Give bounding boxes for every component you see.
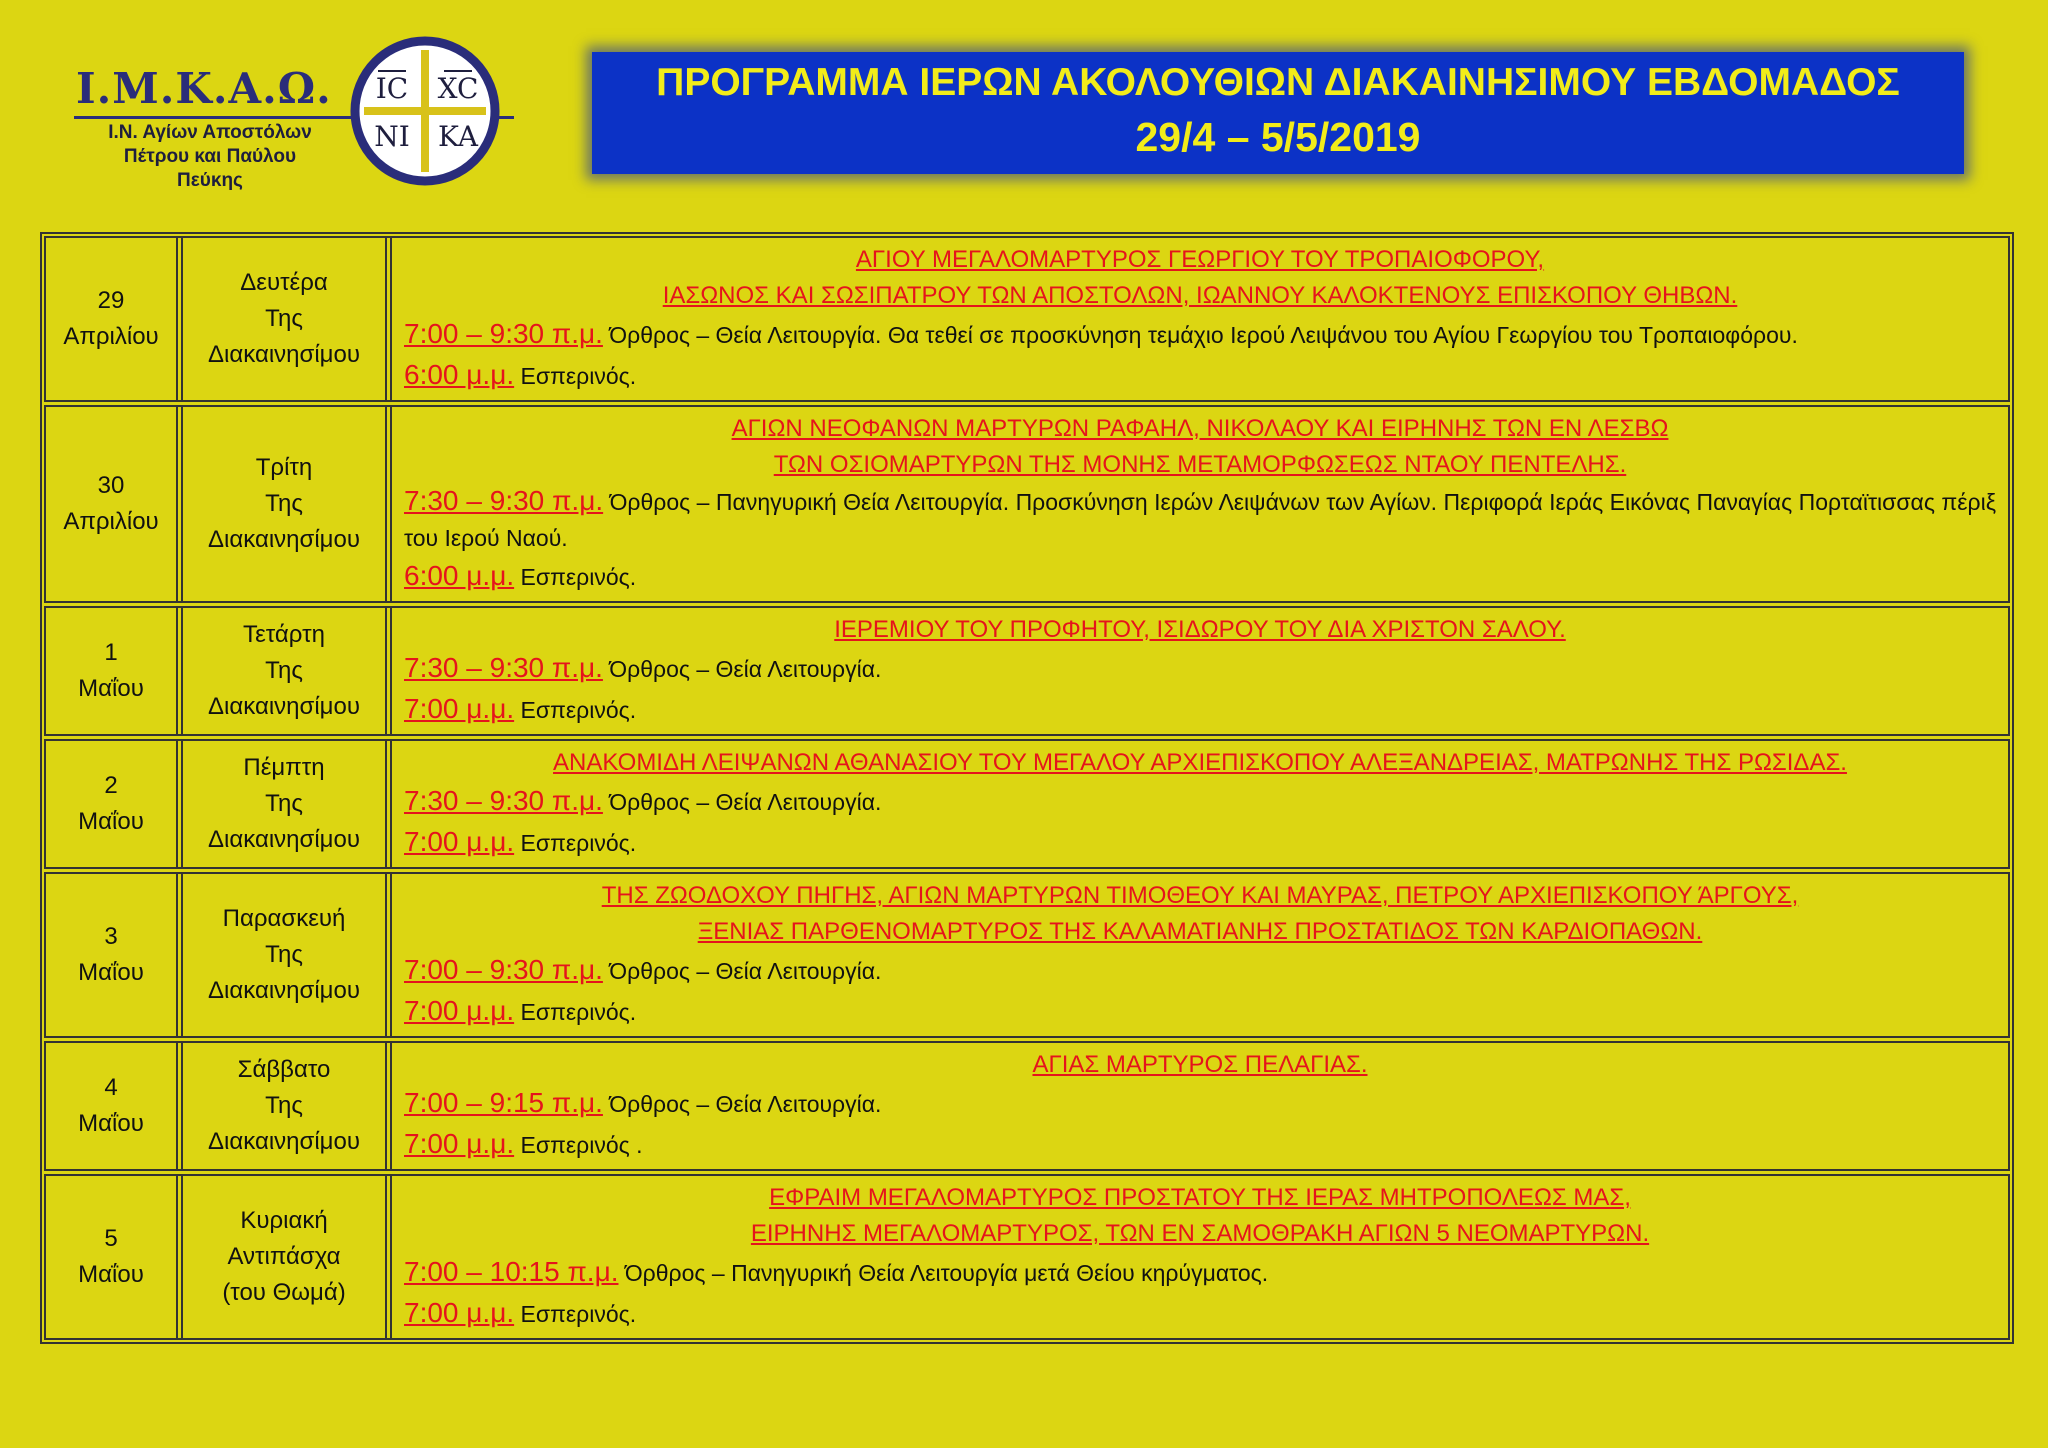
weekday-line: Της — [265, 305, 303, 332]
service-time: 7:00 μ.μ. — [404, 826, 515, 857]
schedule-row — [44, 606, 2010, 736]
date-cell — [46, 874, 178, 1036]
month-name: Μαΐου — [78, 959, 144, 986]
service-line — [404, 822, 1996, 863]
saints-commemoration: ΑΓΙΑΣ ΜΑΡΤΥΡΟΣ ΠΕΛΑΓΙΑΣ. — [1032, 1051, 1368, 1078]
service-line — [404, 483, 1996, 556]
saints-commemoration: ΙΑΣΩΝΟΣ ΚΑΙ ΣΩΣΙΠΑΤΡΟΥ ΤΩΝ ΑΠΟΣΤΟΛΩΝ, ΙΩΑΝΝΟΥ ΚΑΛΟΚΤΕΝΟΥΣ ΕΠΙΣΚΟΠΟΥ ΘΗΒΩΝ. — [662, 282, 1738, 309]
service-time: 7:30 – 9:30 π.μ. — [404, 785, 603, 816]
service-time: 7:00 μ.μ. — [404, 1128, 515, 1159]
services-cell — [390, 1043, 2008, 1169]
month-name: Μαΐου — [78, 1110, 144, 1137]
service-description: Όρθρος – Θεία Λειτουργία. — [602, 958, 882, 984]
service-description: Όρθρος – Θεία Λειτουργία. — [602, 789, 882, 815]
service-description: Όρθρος – Θεία Λειτουργία. — [602, 656, 882, 682]
saints-commemoration: ΑΓΙΩΝ ΝΕΟΦΑΝΩΝ ΜΑΡΤΥΡΩΝ ΡΑΦΑΗΛ, ΝΙΚΟΛΑΟΥ ΚΑΙ ΕΙΡΗΝΗΣ ΤΩΝ ΕΝ ΛΕΣΒΩ — [731, 415, 1669, 442]
weekday-line: Τρίτη — [255, 454, 313, 481]
service-time: 7:30 – 9:30 π.μ. — [404, 652, 603, 683]
date-cell — [46, 407, 178, 601]
service-description: Εσπερινός. — [514, 999, 637, 1025]
weekday-line: Της — [265, 1092, 303, 1119]
service-line — [404, 1252, 1996, 1293]
weekday-line: Της — [265, 657, 303, 684]
month-name: Απριλίου — [63, 508, 159, 535]
weekday-cell — [181, 407, 387, 601]
weekday-cell — [181, 741, 387, 867]
service-line — [404, 556, 1996, 597]
month-name: Μαΐου — [78, 808, 144, 835]
services-cell — [390, 238, 2008, 400]
parish-logo — [70, 36, 530, 196]
saints-commemoration: ΑΝΑΚΟΜΙΔΗ ΛΕΙΨΑΝΩΝ ΑΘΑΝΑΣΙΟΥ ΤΟΥ ΜΕΓΑΛΟΥ ΑΡΧΙΕΠΙΣΚΟΠΟΥ ΑΛΕΞΑΝΔΡΕΙΑΣ, ΜΑΤΡΩΝΗΣ ΤΗΣ ΡΩΣΙΔΑΣ. — [553, 749, 1847, 776]
service-line — [404, 355, 1996, 396]
service-line — [404, 950, 1996, 991]
weekday-line: Πέμπτη — [243, 754, 325, 781]
service-description: Εσπερινός . — [514, 1132, 643, 1158]
saints-commemoration: ΙΕΡΕΜΙΟΥ ΤΟΥ ΠΡΟΦΗΤΟΥ, ΙΣΙΔΩΡΟΥ ΤΟΥ ΔΙΑ ΧΡΙΣΤΟΝ ΣΑΛΟΥ. — [834, 616, 1566, 643]
month-name: Μαΐου — [78, 1261, 144, 1288]
schedule-row — [44, 739, 2010, 869]
service-description: Όρθρος – Πανηγυρική Θεία Λειτουργία μετά Θείου κηρύγματος. — [618, 1260, 1269, 1286]
saints-commemoration: ΕΦΡΑΙΜ ΜΕΓΑΛΟΜΑΡΤΥΡΟΣ ΠΡΟΣΤΑΤΟΥ ΤΗΣ ΙΕΡΑΣ ΜΗΤΡΟΠΟΛΕΩΣ ΜΑΣ, — [769, 1184, 1631, 1211]
services-cell — [390, 741, 2008, 867]
service-line — [404, 781, 1996, 822]
weekday-line: Σάββατο — [237, 1056, 331, 1083]
service-description: Εσπερινός. — [514, 1301, 637, 1327]
schedule-row — [44, 236, 2010, 402]
saints-commemoration: ΕΙΡΗΝΗΣ ΜΕΓΑΛΟΜΑΡΤΥΡΟΣ, ΤΩΝ ΕΝ ΣΑΜΟΘΡΑΚΗ ΑΓΙΩΝ 5 ΝΕΟΜΑΡΤΥΡΩΝ. — [750, 1220, 1650, 1247]
saints-commemoration: ΤΩΝ ΟΣΙΟΜΑΡΤΥΡΩΝ ΤΗΣ ΜΟΝΗΣ ΜΕΤΑΜΟΡΦΩΣΕΩΣ ΝΤΑΟΥ ΠΕΝΤΕΛΗΣ. — [773, 451, 1627, 478]
saints-commemoration: ΤΗΣ ΖΩΟΔΟΧΟΥ ΠΗΓΗΣ, ΑΓΙΩΝ ΜΑΡΤΥΡΩΝ ΤΙΜΟΘΕΟΥ ΚΑΙ ΜΑΥΡΑΣ, ΠΕΤΡΟΥ ΑΡΧΙΕΠΙΣΚΟΠΟΥ ΆΡΓΟΥΣ, — [601, 882, 1799, 909]
service-time: 7:00 – 9:30 π.μ. — [404, 318, 603, 349]
service-time: 7:00 μ.μ. — [404, 693, 515, 724]
date-cell — [46, 608, 178, 734]
services-cell — [390, 608, 2008, 734]
date-cell — [46, 1176, 178, 1338]
service-description: Εσπερινός. — [514, 564, 637, 590]
weekday-cell — [181, 1043, 387, 1169]
services-cell — [390, 407, 2008, 601]
schedule-row — [44, 405, 2010, 603]
day-number: 1 — [104, 639, 118, 666]
title-banner — [592, 52, 1964, 174]
logo-subtitle-line-3: Πεύκης — [177, 170, 243, 191]
day-number: 29 — [97, 287, 125, 314]
seal-ni: NI — [374, 120, 410, 153]
schedule-row — [44, 1041, 2010, 1171]
logo-title: Ι.Μ.Κ.Α.Ω. — [76, 64, 332, 113]
service-line — [404, 1083, 1996, 1124]
weekday-line: (του Θωμά) — [222, 1279, 346, 1306]
banner-title: ΠΡΟΓΡΑΜΜΑ ΙΕΡΩΝ ΑΚΟΛΟΥΘΙΩΝ ΔΙΑΚΑΙΝΗΣΙΜΟΥ ΕΒΔΟΜΑΔΟΣ — [656, 61, 1900, 104]
service-time: 6:00 μ.μ. — [404, 560, 515, 591]
date-cell — [46, 238, 178, 400]
weekday-line: Τετάρτη — [243, 621, 325, 648]
service-line — [404, 648, 1996, 689]
ic-xc-nika-seal-icon — [350, 36, 500, 186]
logo-subtitle-line-2: Πέτρου και Παύλου — [123, 146, 297, 167]
weekday-line: Της — [265, 790, 303, 817]
weekday-cell — [181, 238, 387, 400]
saints-commemoration: ΑΓΙΟΥ ΜΕΓΑΛΟΜΑΡΤΥΡΟΣ ΓΕΩΡΓΙΟΥ ΤΟΥ ΤΡΟΠΑΙΟΦΟΡΟΥ, — [855, 246, 1545, 273]
service-line — [404, 991, 1996, 1032]
weekday-line: Διακαινησίμου — [208, 826, 360, 853]
seal-xc: XC — [437, 72, 479, 105]
weekday-line: Παρασκευή — [222, 905, 346, 932]
schedule-row — [44, 1174, 2010, 1340]
weekday-line: Διακαινησίμου — [208, 341, 360, 368]
seal-ic: IC — [375, 72, 409, 105]
service-line — [404, 1124, 1996, 1165]
banner-dates: 29/4 – 5/5/2019 — [1135, 114, 1421, 160]
month-name: Απριλίου — [63, 323, 159, 350]
day-number: 30 — [97, 472, 125, 499]
service-time: 6:00 μ.μ. — [404, 359, 515, 390]
weekday-line: Διακαινησίμου — [208, 693, 360, 720]
service-time: 7:00 μ.μ. — [404, 1297, 515, 1328]
weekday-cell — [181, 608, 387, 734]
logo-subtitle-line-1: Ι.Ν. Αγίων Αποστόλων — [108, 122, 312, 143]
schedule-table — [40, 232, 2014, 1344]
weekday-line: Διακαινησίμου — [208, 1128, 360, 1155]
service-description: Εσπερινός. — [514, 697, 637, 723]
schedule-row — [44, 872, 2010, 1038]
weekday-line: Της — [265, 490, 303, 517]
services-cell — [390, 874, 2008, 1036]
service-time: 7:00 – 10:15 π.μ. — [404, 1256, 619, 1287]
service-line — [404, 1293, 1996, 1334]
day-number: 3 — [104, 923, 118, 950]
service-time: 7:00 – 9:15 π.μ. — [404, 1087, 603, 1118]
month-name: Μαΐου — [78, 675, 144, 702]
weekday-line: Κυριακή — [240, 1207, 328, 1234]
day-number: 4 — [104, 1074, 118, 1101]
service-line — [404, 314, 1996, 355]
day-number: 2 — [104, 772, 118, 799]
saints-commemoration: ΞΕΝΙΑΣ ΠΑΡΘΕΝΟΜΑΡΤΥΡΟΣ ΤΗΣ ΚΑΛΑΜΑΤΙΑΝΗΣ ΠΡΟΣΤΑΤΙΔΟΣ ΤΩΝ ΚΑΡΔΙΟΠΑΘΩΝ. — [697, 918, 1703, 945]
service-description: Όρθρος – Θεία Λειτουργία. Θα τεθεί σε προσκύνηση τεμάχιο Ιερού Λειψάνου του Αγίου Γεωργίου του Τροπαιοφόρου. — [602, 322, 1798, 348]
service-line — [404, 689, 1996, 730]
weekday-line: Αντιπάσχα — [227, 1243, 341, 1270]
service-description: Εσπερινός. — [514, 363, 637, 389]
service-time: 7:00 – 9:30 π.μ. — [404, 954, 603, 985]
weekday-line: Διακαινησίμου — [208, 526, 360, 553]
service-description: Όρθρος – Θεία Λειτουργία. — [602, 1091, 882, 1117]
day-number: 5 — [104, 1225, 118, 1252]
weekday-line: Της — [265, 941, 303, 968]
service-time: 7:30 – 9:30 π.μ. — [404, 485, 604, 516]
service-description: Όρθρος – Πανηγυρική Θεία Λειτουργία. Προσκύνηση Ιερών Λειψάνων των Αγίων. Περιφορά Ιεράς Εικόνας Παναγίας Πορταϊτισσας πέριξ του Ιερού Ναού. — [404, 489, 1996, 551]
weekday-cell — [181, 1176, 387, 1338]
weekday-line: Διακαινησίμου — [208, 977, 360, 1004]
weekday-line: Δευτέρα — [240, 269, 328, 296]
seal-ka: KA — [437, 120, 479, 153]
service-description: Εσπερινός. — [514, 830, 637, 856]
date-cell — [46, 1043, 178, 1169]
service-time: 7:00 μ.μ. — [404, 995, 515, 1026]
weekday-cell — [181, 874, 387, 1036]
services-cell — [390, 1176, 2008, 1338]
date-cell — [46, 741, 178, 867]
